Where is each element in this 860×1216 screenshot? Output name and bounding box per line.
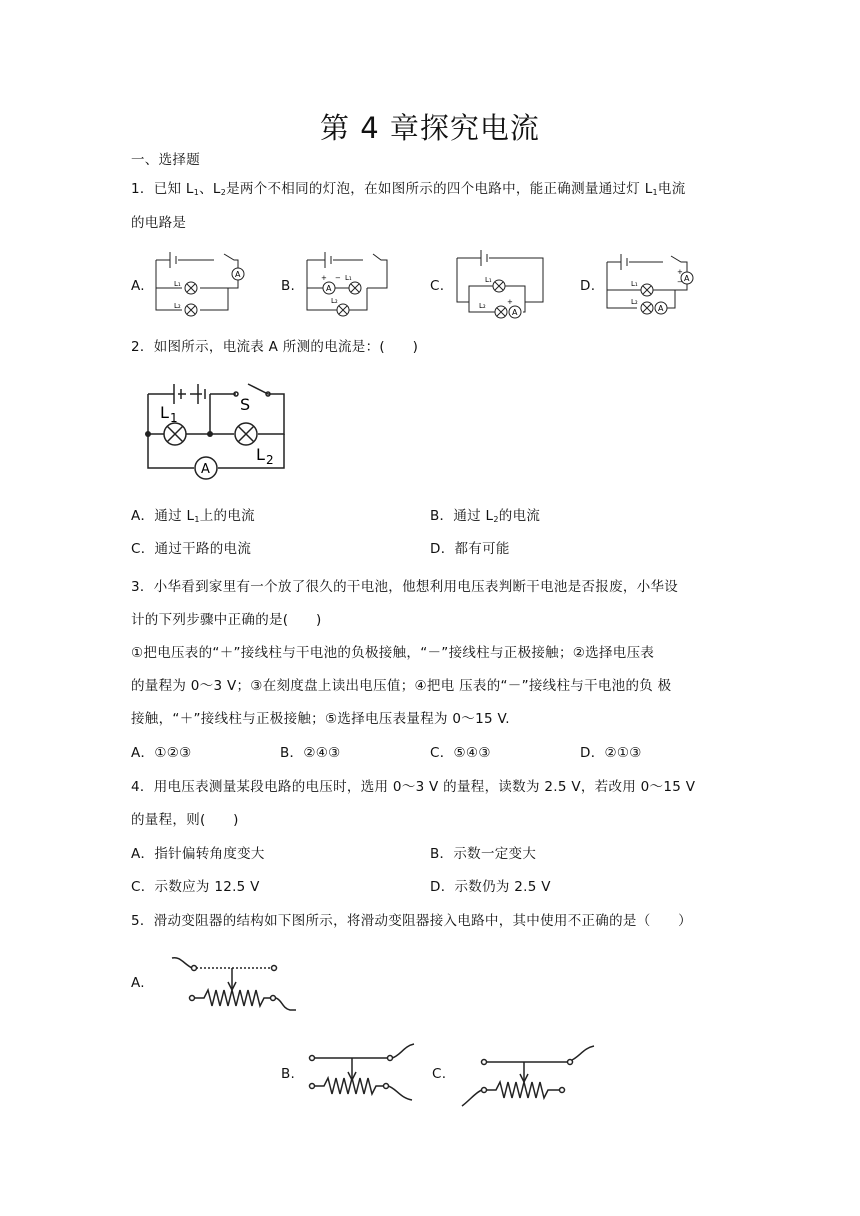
q1d-ammeter: A xyxy=(684,274,690,283)
q1b-l1: L₁ xyxy=(345,274,352,282)
q3-line3: ①把电压表的“＋”接线柱与干电池的负极接触，“－”接线柱与正极接触；②选择电压表 xyxy=(131,645,655,661)
q3-option-b[interactable]: B．②④③ xyxy=(280,745,341,761)
q2-l2-sub: 2 xyxy=(266,453,274,467)
q2-l1-sub: 1 xyxy=(170,411,178,425)
q5-option-c-label[interactable]: C. xyxy=(432,1066,447,1082)
q1b-ammeter: A xyxy=(326,284,332,293)
q2-switch-label: S xyxy=(240,395,251,414)
q2-option-d[interactable]: D．都有可能 xyxy=(430,541,510,557)
q1-line1: 1．已知 $L_1$、$L_2$是两个不相同的灯泡，在如图所示的四个电路中，能正确测量通过灯 $L_1$电流 xyxy=(131,181,686,197)
q2-l2-label: L xyxy=(256,445,265,464)
q1b-l2: L₂ xyxy=(331,297,338,305)
q1-option-b-label[interactable]: B. xyxy=(281,278,296,294)
q5-rheostat-b xyxy=(300,1040,425,1106)
q1c-l1: L₁ xyxy=(485,276,492,284)
q1c-ammeter: A xyxy=(512,308,518,317)
q1-line2: 的电路是 xyxy=(131,215,187,231)
section-heading: 一、选择题 xyxy=(131,152,200,168)
q3-line4: 的量程为 0～3 V；③在刻度盘上读出电压值；④把电 压表的“－”接线柱与干电池的负 极 xyxy=(131,678,672,694)
q4-line1: 4．用电压表测量某段电路的电压时，选用 0～3 V 的量程，读数为 2.5 V，若改用 0～15 V xyxy=(131,779,696,795)
q4-option-b[interactable]: B．示数一定变大 xyxy=(430,846,537,862)
q3-line5: 接触，“＋”接线柱与正极接触；⑤选择电压表量程为 0～15 V. xyxy=(131,711,510,727)
q1-circuit-b xyxy=(305,250,390,320)
q1d-l1: L₁ xyxy=(631,280,638,288)
q1-circuit-d xyxy=(605,252,695,322)
q2-ammeter-label: A xyxy=(201,462,210,477)
q1-option-a-label[interactable]: A. xyxy=(131,278,145,294)
q5-option-b-label[interactable]: B. xyxy=(281,1066,296,1082)
q3-line1: 3．小华看到家里有一个放了很久的干电池，他想利用电压表判断干电池是否报废，小华设 xyxy=(131,579,679,595)
q2-circuit xyxy=(132,368,292,498)
q1a-ammeter: A xyxy=(235,270,241,279)
q2-option-b[interactable]: B．通过 $L_2$的电流 xyxy=(430,508,541,524)
page-title: 第 4 章探究电流 xyxy=(320,111,540,145)
q5-rheostat-a xyxy=(170,952,300,1014)
q1a-l2: L₂ xyxy=(174,302,181,310)
q3-option-d[interactable]: D．②①③ xyxy=(580,745,642,761)
q1-option-c-label[interactable]: C. xyxy=(430,278,445,294)
q3-option-c[interactable]: C．⑤④③ xyxy=(430,745,491,761)
q3-option-a[interactable]: A．①②③ xyxy=(131,745,192,761)
q5-text: 5．滑动变阻器的结构如下图所示，将滑动变阻器接入电路中，其中使用不正确的是（ ） xyxy=(131,913,692,929)
q4-option-a[interactable]: A．指针偏转角度变大 xyxy=(131,846,265,862)
q1d-ammeter2: A xyxy=(658,304,664,313)
q3-line2: 计的下列步骤中正确的是( ) xyxy=(131,612,322,628)
q1-circuit-c xyxy=(455,244,547,322)
q5-option-a-label[interactable]: A. xyxy=(131,975,145,991)
q1d-l2: L₂ xyxy=(631,298,638,306)
q4-option-c[interactable]: C．示数应为 12.5 V xyxy=(131,879,260,895)
q1-option-d-label[interactable]: D. xyxy=(580,278,596,294)
q1d-minus: − xyxy=(677,278,683,286)
q1-circuit-a xyxy=(150,248,250,320)
q1b-plus: + xyxy=(321,274,327,282)
q5-rheostat-c xyxy=(458,1040,608,1110)
q1c-plus: + xyxy=(507,298,513,306)
q1a-l1: L₁ xyxy=(174,280,181,288)
q2-option-c[interactable]: C．通过干路的电流 xyxy=(131,541,252,557)
q2-text: 2．如图所示，电流表 A 所测的电流是：( ) xyxy=(131,339,419,355)
q4-line2: 的量程，则( ) xyxy=(131,812,239,828)
q1d-plus: + xyxy=(677,268,683,276)
q4-option-d[interactable]: D．示数仍为 2.5 V xyxy=(430,879,551,895)
q2-l1-label: L xyxy=(160,403,169,422)
q1c-l2: L₂ xyxy=(479,302,486,310)
q2-option-a[interactable]: A．通过 $L_1$上的电流 xyxy=(131,508,255,524)
q1b-minus: − xyxy=(335,274,341,282)
